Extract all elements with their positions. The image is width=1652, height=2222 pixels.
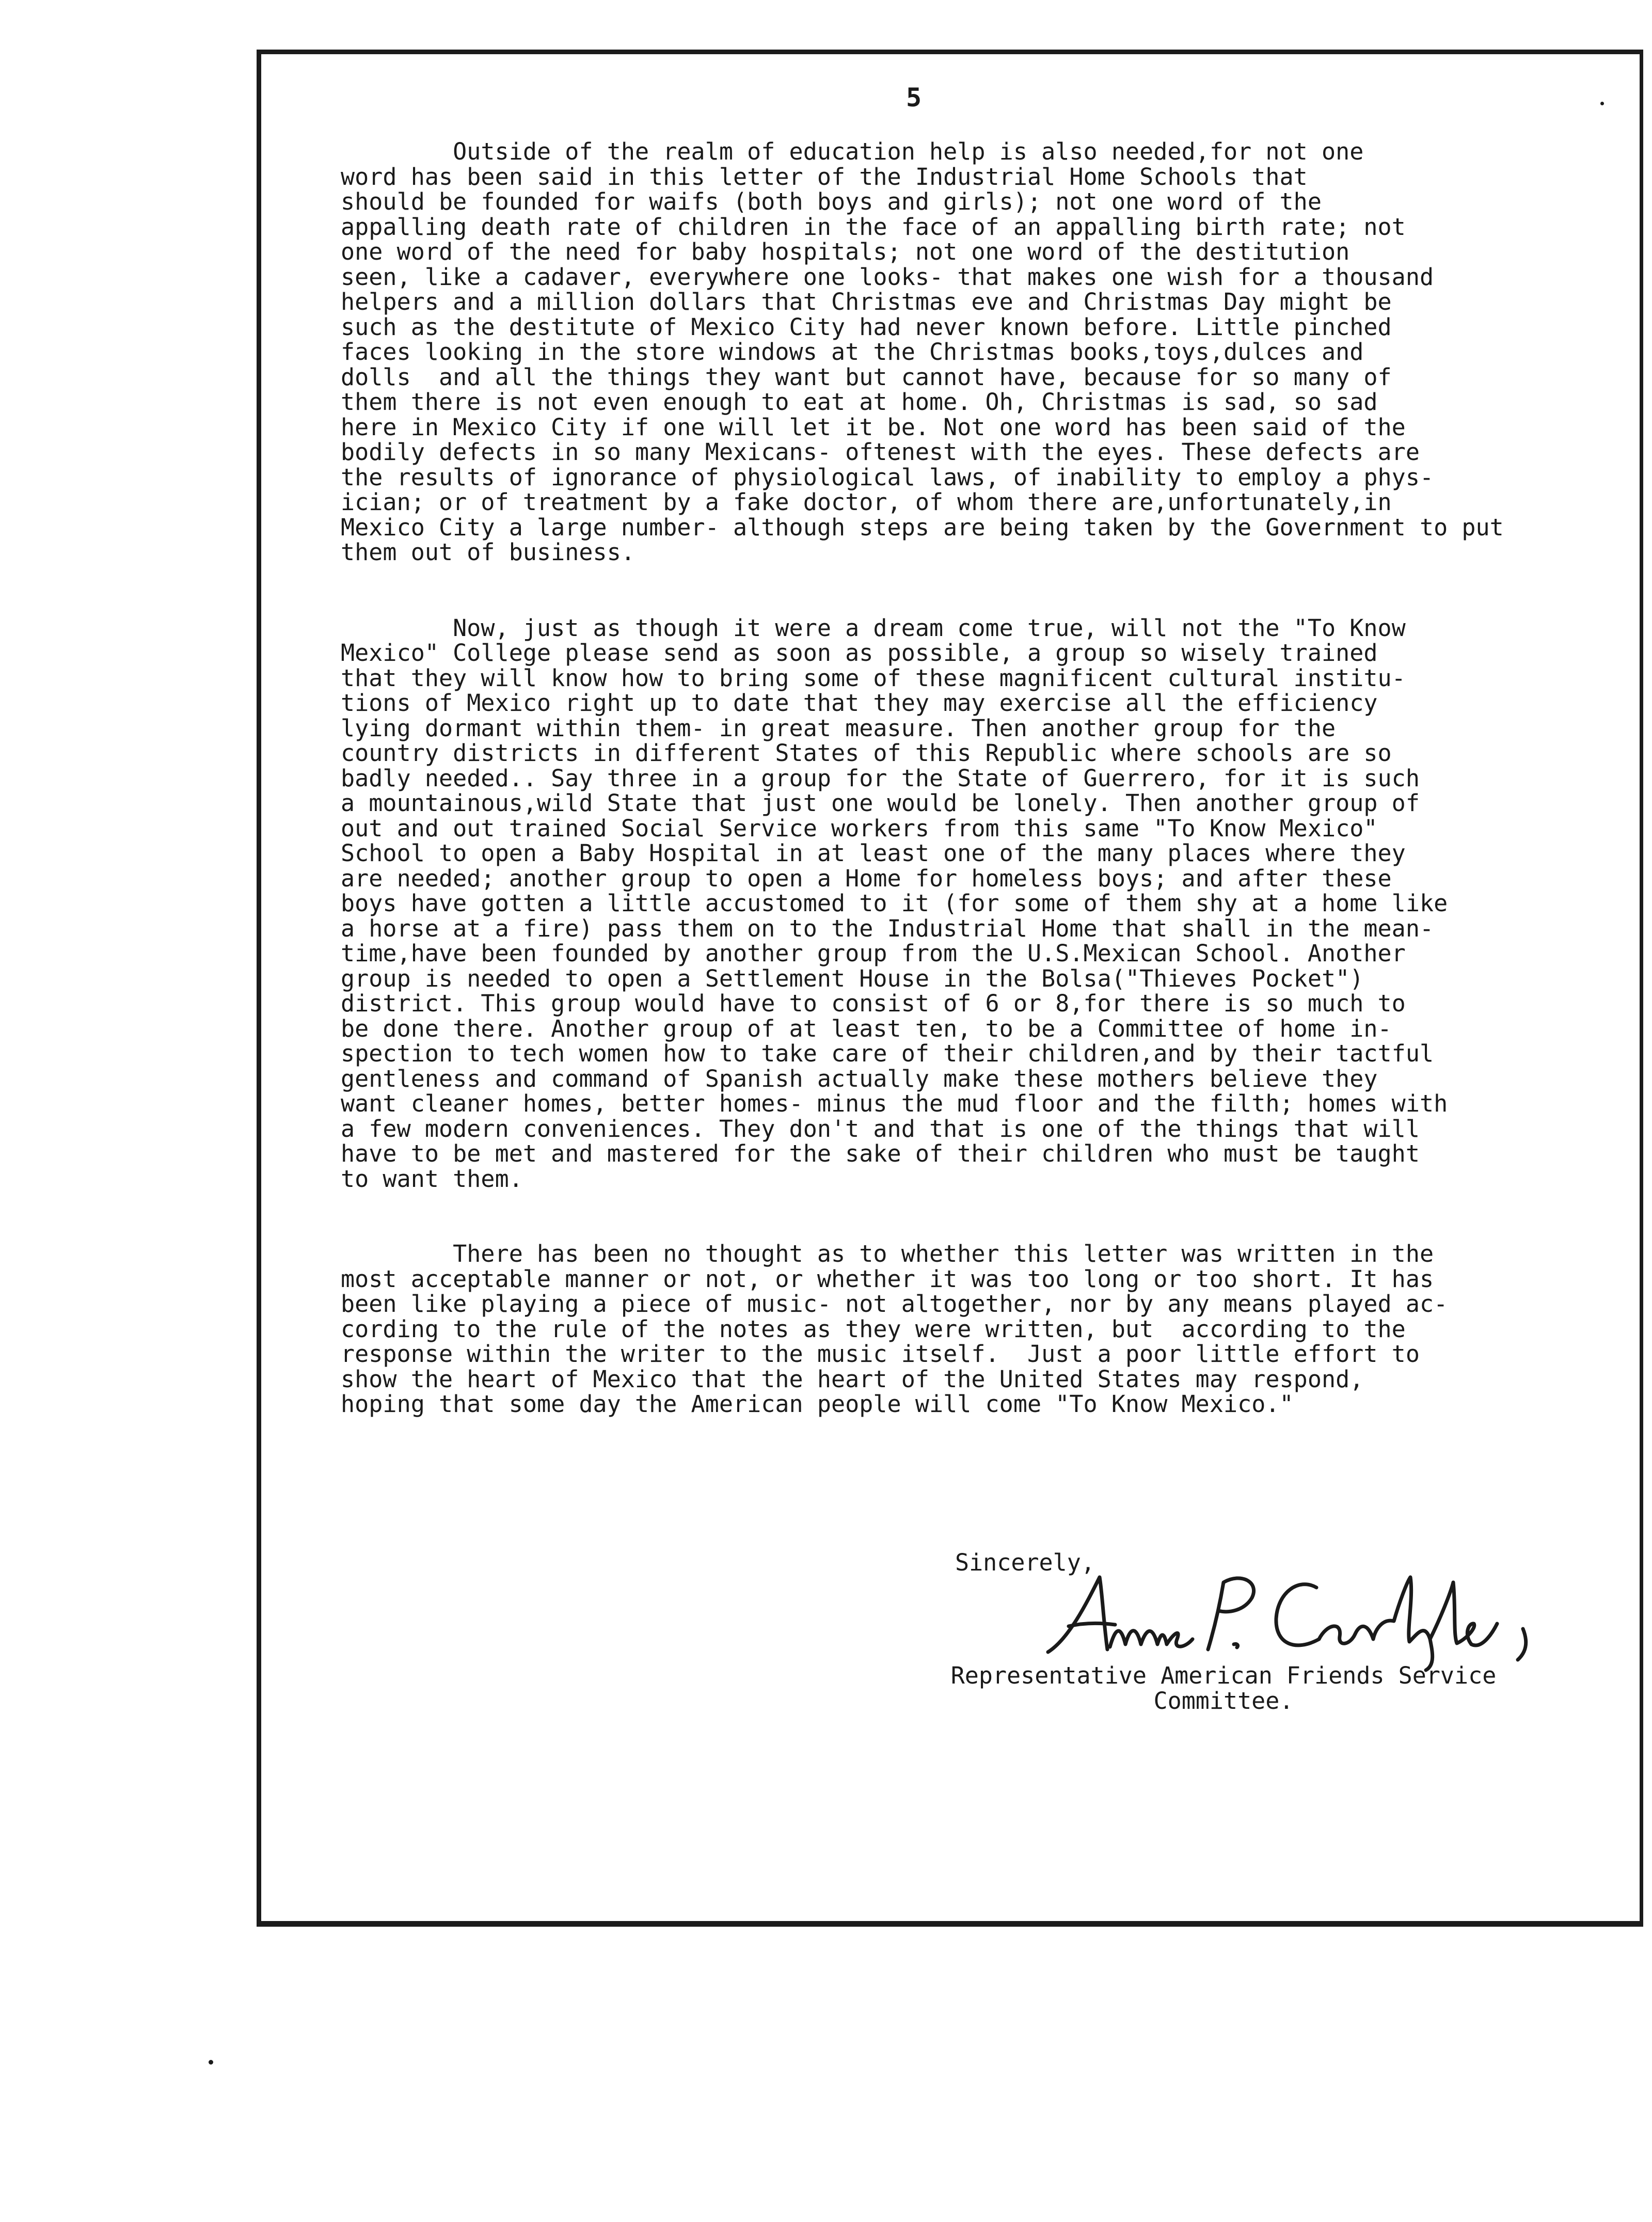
ink-speck: [209, 2060, 213, 2065]
paragraph-closing-remarks: There has been no thought as to whether this letter was written in the most acceptable manner or not, or whether it was too long or too short. It has been like playing a piece of music- not altogether, nor by any means played ac- cording to the rule of the notes as they were written, but according to the response within the writer to the music itself. Just a poor little effort to show the heart of Mexico that the heart of the United States may respond, hoping that some day the American people will come "To Know Mexico.": [341, 1240, 1448, 1418]
page-number: 5: [906, 83, 922, 113]
ink-speck: [1600, 102, 1604, 105]
paragraph-to-know-mexico-college: Now, just as though it were a dream come true, will not the "To Know Mexico" College please send as soon as possible, a group so wisely trained that they will know how to bring some of these magnificent cultural institu- tions of Mexico right up to date that they may exercise all the efficiency lying dormant within them- in great measure. Then another group for the country districts in different States of this Republic where schools are so badly needed.. Say three in a group for the State of Guerrero, for it is such a mountainous,wild State that just one would be lonely. Then another group of out and out trained Social Service workers from this same "To Know Mexico" School to open a Baby Hospital in at least one of the many places where they are needed; another group to open a Home for homeless boys; and after these boys have gotten a little accustomed to it (for some of them shy at a home like a horse at a fire) pass them on to the Industrial Home that shall in the mean- time,have been founded by another group from the U.S.Mexican School. Another group is needed to open a Settlement House in the Bolsa("Thieves Pocket") district. This group would have to consist of 6 or 8,for there is so much to be done there. Another group of at least ten, to be a Committee of home in- spection to tech women how to take care of their children,and by their tactful gentleness and command of Spanish actually make these mothers believe they want cleaner homes, better homes- minus the mud floor and the filth; homes with a few modern conveniences. They don't and that is one of the things that will have to be met and mastered for the sake of their children who must be taught to want them.: [341, 614, 1448, 1193]
signoff-title: [883, 1663, 1564, 1713]
handwritten-signature: [1038, 1562, 1580, 1675]
paragraph-social-needs: Outside of the realm of education help is also needed,for not one word has been said in this letter of the Industrial Home Schools that should be founded for waifs (both boys and girls); not one word of the appalling death rate of children in the face of an appalling birth rate; not one word of the need for baby hospitals; not one word of the destitution seen, like a cadaver, everywhere one looks- that makes one wish for a thousand helpers and a million dollars that Christmas eve and Christmas Day might be such as the destitute of Mexico City had never known before. Little pinched faces looking in the store windows at the Christmas books,toys,dulces and dolls and all the things they want but cannot have, because for so many of them there is not even enough to eat at home. Oh, Christmas is sad, so sad here in Mexico City if one will let it be. Not one word has been said of the bodily defects in so many Mexicans- oftenest with the eyes. These defects are the results of ignorance of physiological laws, of inability to employ a phys- ician; or of treatment by a fake doctor, of whom there are,unfortunately,in Mexico City a large number- although steps are being taken by the Government to put them out of business.: [341, 138, 1504, 566]
signoff-title-line2: Committee.: [1153, 1687, 1294, 1715]
signoff-title-line1: Representative American Friends Service: [950, 1662, 1497, 1689]
closing-salutation: Sincerely,: [955, 1549, 1095, 1576]
letter-body: [341, 139, 1642, 1417]
